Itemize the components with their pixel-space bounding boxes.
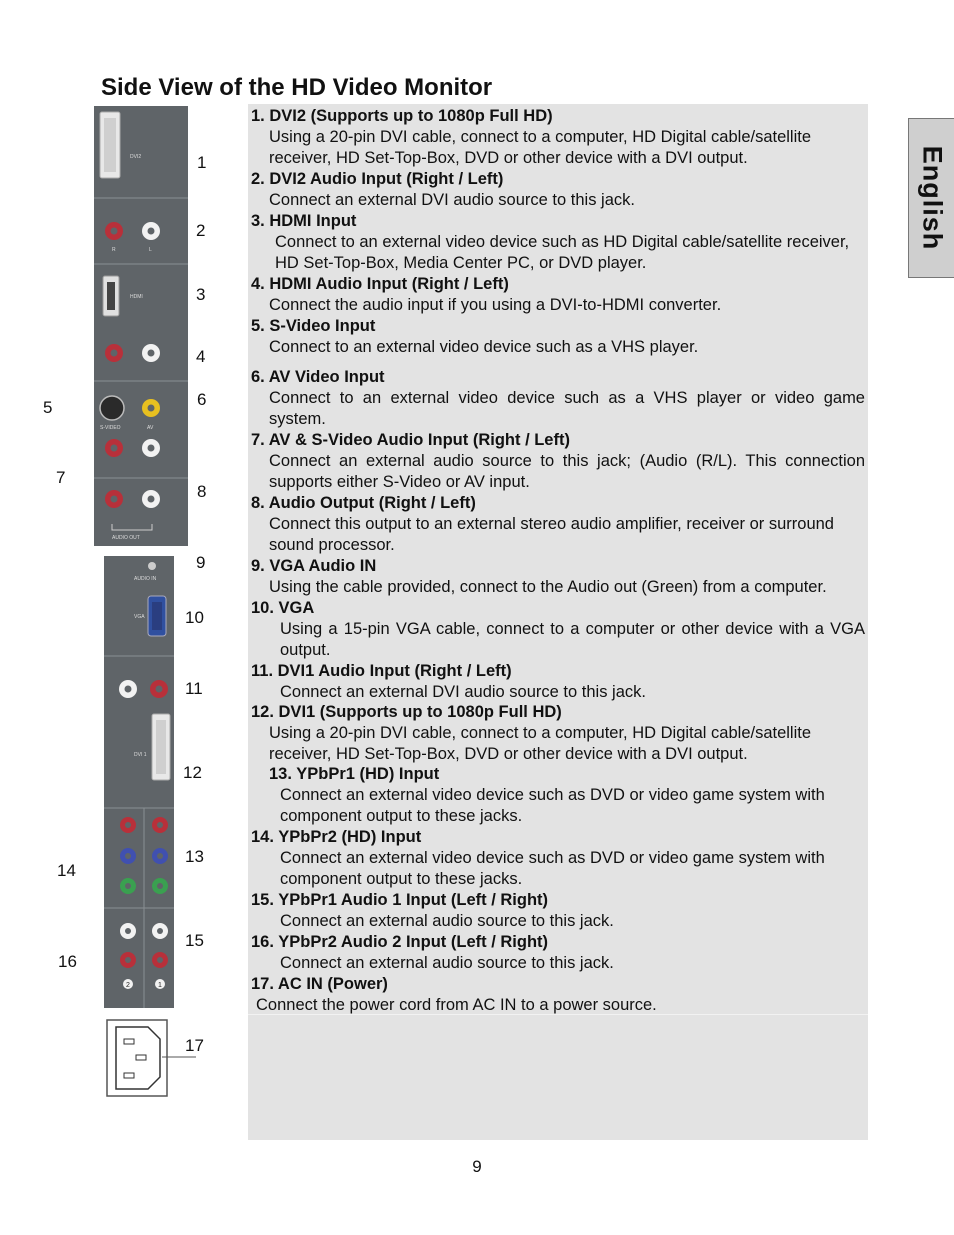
item-heading: 8. Audio Output (Right / Left) xyxy=(251,494,476,512)
item-dvi2-audio xyxy=(251,169,865,211)
item-av-video xyxy=(251,367,865,430)
item-text: Connect an external video device such as DVD or video game system with component output to these jacks. xyxy=(280,786,825,825)
item-text: Connect an external DVI audio source to this jack. xyxy=(280,683,646,701)
callout-16: 16 xyxy=(58,952,77,971)
item-dvi1 xyxy=(251,702,865,765)
dvi2-port-icon xyxy=(100,112,120,178)
divider xyxy=(248,1014,868,1015)
item-hdmi xyxy=(251,211,865,274)
item-ypbpr2-audio xyxy=(251,932,865,974)
callout-4: 4 xyxy=(196,347,206,366)
item-ac-in xyxy=(251,974,865,1016)
item-heading: 15. YPbPr1 Audio 1 Input (Left / Right) xyxy=(251,891,549,909)
item-heading: 12. DVI1 (Supports up to 1080p Full HD) xyxy=(251,703,562,721)
callout-8: 8 xyxy=(197,482,207,501)
dvi2-label: DVI2 xyxy=(130,154,142,160)
vga-port-icon xyxy=(148,596,166,636)
audio-out-label: AUDIO OUT xyxy=(112,535,140,541)
item-text: Connect an external audio source to this jack. xyxy=(280,954,614,972)
page-title: Side View of the HD Video Monitor xyxy=(101,74,493,101)
item-text: Connect to an external video device such as HD Digital cable/satellite receiver, HD Set-Top-Box, Media Center PC, or DVD player. xyxy=(275,233,850,272)
item-ypbpr1 xyxy=(251,764,865,827)
hdmi-port-icon xyxy=(103,276,119,316)
vga-label: VGA xyxy=(134,614,145,620)
item-heading: 5. S-Video Input xyxy=(251,317,376,335)
item-text: Connect an external audio source to this jack; (Audio (R/L). This connection supports either S-Video or AV input. xyxy=(269,452,865,491)
item-heading: 7. AV & S-Video Audio Input (Right / Left) xyxy=(251,431,570,449)
callout-14: 14 xyxy=(57,861,76,880)
item-text: Connect to an external video device such as a VHS player or video game system. xyxy=(269,389,865,428)
audio-in-label: AUDIO IN xyxy=(134,576,157,582)
callout-15: 15 xyxy=(185,931,204,950)
item-text: Connect an external DVI audio source to this jack. xyxy=(269,191,635,209)
item-heading: 17. AC IN (Power) xyxy=(251,975,388,993)
item-heading: 1. DVI2 (Supports up to 1080p Full HD) xyxy=(251,107,553,125)
item-text: Connect to an external video device such as a VHS player. xyxy=(269,338,699,356)
item-heading: 14. YPbPr2 (HD) Input xyxy=(251,828,422,846)
dvi1-label: DVI 1 xyxy=(134,752,147,758)
callout-12: 12 xyxy=(183,763,202,782)
s-video-port-icon xyxy=(100,396,124,420)
item-dvi2 xyxy=(251,106,865,169)
ypbpr1-number-label: 1 xyxy=(158,982,162,989)
callout-2: 2 xyxy=(196,221,206,240)
callout-9: 9 xyxy=(196,553,206,572)
item-heading: 2. DVI2 Audio Input (Right / Left) xyxy=(251,170,504,188)
callout-3: 3 xyxy=(196,285,206,304)
item-heading: 13. YPbPr1 (HD) Input xyxy=(269,765,440,783)
item-heading: 3. HDMI Input xyxy=(251,212,357,230)
lower-connector-panel xyxy=(104,556,174,1008)
l-label: L xyxy=(149,247,152,253)
item-text: Connect an external video device such as DVD or video game system with component output to these jacks. xyxy=(280,849,825,888)
item-text: Connect an external audio source to this jack. xyxy=(280,912,614,930)
callout-5: 5 xyxy=(43,398,53,417)
language-tab-label: English xyxy=(917,145,947,251)
item-text: Using the cable provided, connect to the Audio out (Green) from a computer. xyxy=(269,578,827,596)
callout-7: 7 xyxy=(56,468,66,487)
item-heading: 16. YPbPr2 Audio 2 Input (Left / Right) xyxy=(251,933,549,951)
item-ypbpr2 xyxy=(251,827,865,890)
item-s-video xyxy=(251,316,865,358)
callout-17: 17 xyxy=(185,1036,204,1055)
item-vga-audio xyxy=(251,556,865,598)
ac-power-inlet-icon xyxy=(106,1019,198,1099)
connector-descriptions xyxy=(248,104,868,1140)
s-video-label: S-VIDEO xyxy=(100,425,121,431)
item-heading: 10. VGA xyxy=(251,599,315,617)
item-heading: 4. HDMI Audio Input (Right / Left) xyxy=(251,275,509,293)
item-hdmi-audio xyxy=(251,274,865,316)
item-text: Connect the audio input if you using a DVI-to-HDMI converter. xyxy=(269,296,722,314)
item-heading: 11. DVI1 Audio Input (Right / Left) xyxy=(251,662,512,680)
item-text: Using a 20-pin DVI cable, connect to a computer, HD Digital cable/satellite receiver, HD Set-Top-Box, DVD or other device with a DVI output. xyxy=(269,724,812,763)
item-heading: 9. VGA Audio IN xyxy=(251,557,377,575)
ypbpr2-number-label: 2 xyxy=(126,982,130,989)
callout-13: 13 xyxy=(185,847,204,866)
callout-11: 11 xyxy=(185,679,203,698)
dvi1-port-icon xyxy=(152,714,170,780)
item-text: Connect this output to an external stereo audio amplifier, receiver or surround sound processor. xyxy=(269,515,834,554)
av-label: AV xyxy=(147,425,154,431)
item-av-audio xyxy=(251,430,865,493)
item-ypbpr1-audio xyxy=(251,890,865,932)
page-number: 9 xyxy=(472,1157,482,1176)
language-tab[interactable] xyxy=(908,118,954,278)
item-text: Using a 15-pin VGA cable, connect to a computer or other device with a VGA output. xyxy=(280,620,865,659)
callout-1: 1 xyxy=(197,153,207,172)
item-text: Using a 20-pin DVI cable, connect to a computer, HD Digital cable/satellite receiver, HD Set-Top-Box, DVD or other device with a DVI output. xyxy=(269,128,812,167)
item-audio-output xyxy=(251,493,865,556)
callout-6: 6 xyxy=(197,390,207,409)
hdmi-label: HDMI xyxy=(130,294,143,300)
item-dvi1-audio xyxy=(251,661,865,703)
callout-10: 10 xyxy=(185,608,204,627)
r-label: R xyxy=(112,247,116,253)
vga-audio-in-jack-icon xyxy=(148,562,156,570)
upper-connector-panel xyxy=(94,106,188,546)
item-heading: 6. AV Video Input xyxy=(251,368,385,386)
item-text: Connect the power cord from AC IN to a power source. xyxy=(256,996,657,1014)
item-vga xyxy=(251,598,865,661)
